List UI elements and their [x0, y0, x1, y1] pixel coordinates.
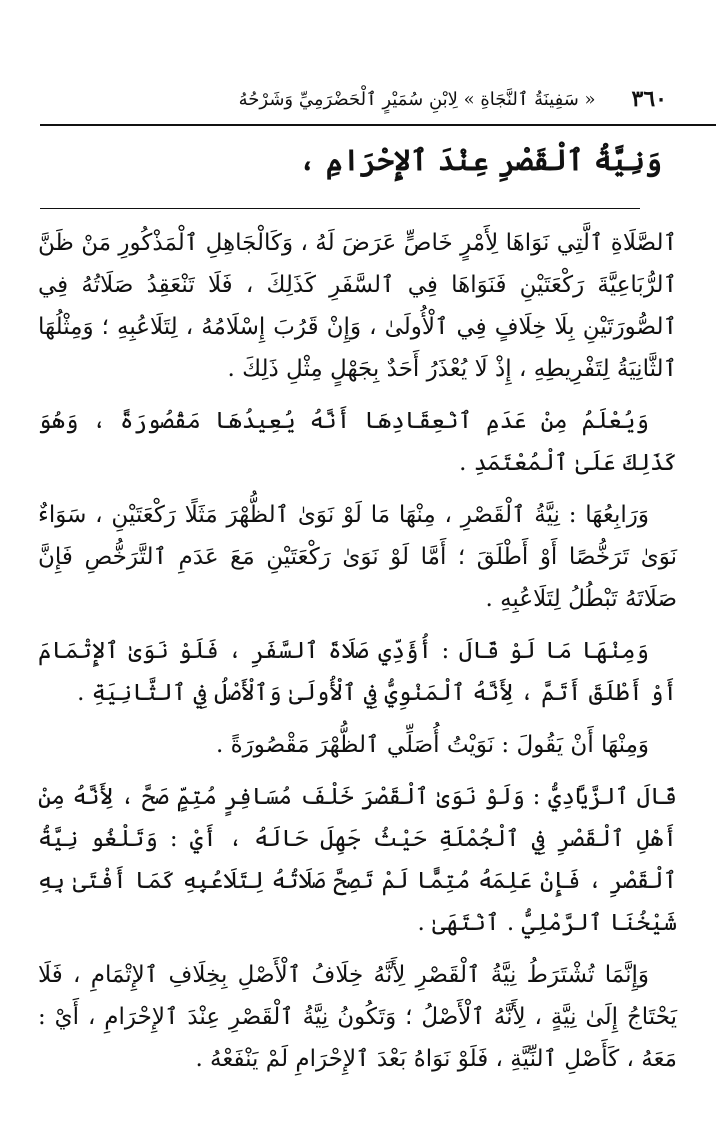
- commentary-body: [38, 222, 677, 1090]
- paragraph: وَمِنْهَا أَنْ يَقُولَ : نَوَيْتُ أُصَلِّي ٱلظُّهْرَ مَقْصُورَةً .: [216, 732, 649, 758]
- paragraph: قَالَ ٱلزَّيَّادِيُّ : وَلَوْ نَوَىٰ ٱلْقَصْرَ خَلْفَ مُسَافِرٍ مُتِمٍّ صَحَّ ، لِأَنَّهُ مِنْ أَهْلِ ٱلْقَصْرِ فِي ٱلْجُمْلَةِ حَيْثُ جَهِلَ حَالَهُ ، أَيْ : وَتَلْغُو نِيَّةُ ٱلْقَصْرِ ، فَإِنْ عَلِمَهُ مُتِمًّا لَمْ تَصِحَّ صَلَاتُهُ لِتَلَاعُبِهِ كَمَا أَفْتَىٰ بِهِ شَيْخُنَا ٱلرَّمْلِيُّ . ٱنْتَهَىٰ .: [38, 784, 677, 936]
- page-number: ٣٦٠: [631, 86, 667, 112]
- paragraph: وَيُعْلَمُ مِنْ عَدَمِ ٱنْعِقَادِهَا أَنَّهُ يُعِيدُهَا مَقْصُورَةً ، وَهُوَ كَذَلِكَ عَلَىٰ ٱلْمُعْتَمَدِ .: [38, 408, 677, 476]
- matn-divider: [40, 208, 640, 209]
- paragraph: وَرَابِعُهَا : نِيَّةُ ٱلْقَصْرِ ، مِنْهَا مَا لَوْ نَوَىٰ ٱلظُّهْرَ مَثَلًا رَكْعَتَيْنِ ، سَوَاءٌ نَوَىٰ تَرَخُّصًا أَوْ أَطْلَقَ ؛ أَمَّا لَوْ نَوَىٰ رَكْعَتَيْنِ مَعَ عَدَمِ ٱلتَّرَخُّصِ فَإِنَّ صَلَاتَهُ تَبْطُلُ لِتَلَاعُبِهِ .: [38, 502, 677, 612]
- matn-text: وَنِيَّةُ ٱلْقَصْرِ عِنْدَ ٱلإِحْرَامِ ،: [298, 143, 662, 177]
- paragraph: ٱلصَّلَاةِ ٱلَّتِي نَوَاهَا لِأَمْرٍ خَاصٍّ عَرَضَ لَهُ ، وَكَالْجَاهِلِ ٱلْمَذْكُورِ مَنْ ظَنَّ ٱلرُّبَاعِيَّةَ رَكْعَتَيْنِ فَنَوَاهَا فِي ٱلسَّفَرِ كَذَلِكَ ، فَلَا تَنْعَقِدُ صَلَاتُهُ فِي ٱلصُّورَتَيْنِ بِلَا خِلَافٍ فِي ٱلْأُولَىٰ ، وَإِنْ قَرُبَ إِسْلَامُهُ ، لِتَلَاعُبِهِ ؛ وَمِثْلُهَا ٱلثَّانِيَةُ لِتَفْرِيطِهِ ، إِذْ لَا يُعْذَرُ أَحَدٌ بِجَهْلٍ مِثْلِ ذَلِكَ .: [38, 230, 677, 382]
- book-title: « سَفِينَةُ ٱلنَّجَاةِ » لِابْنِ سُمَيْرٍ ٱلْحَضْرَمِيِّ وَشَرْحُهُ: [238, 88, 596, 110]
- paragraph: وَإِنَّمَا تُشْتَرَطُ نِيَّةُ ٱلْقَصْرِ لِأَنَّهُ خِلَافُ ٱلْأَصْلِ بِخِلَافِ ٱلإِتْمَامِ ، فَلَا يَحْتَاجُ إِلَىٰ نِيَّةٍ ، لِأَنَّهُ ٱلْأَصْلُ ؛ وَتَكُونُ نِيَّةُ ٱلْقَصْرِ عِنْدَ ٱلإِحْرَامِ ، أَيْ : مَعَهُ ، كَأَصْلِ ٱلنِّيَّةِ ، فَلَوْ نَوَاهُ بَعْدَ ٱلإِحْرَامِ لَمْ يَنْفَعْهُ .: [38, 962, 677, 1072]
- running-header: [150, 82, 667, 116]
- paragraph: وَمِنْهَا مَا لَوْ قَالَ : أُؤَدِّي صَلَاةَ ٱلسَّفَرِ ، فَلَوْ نَوَىٰ ٱلإِتْمَامَ أَوْ أَطْلَقَ أَتَمَّ ، لِأَنَّهُ ٱلْمَنْوِيُّ فِي ٱلْأُولَىٰ وَٱلْأَصْلُ فِي ٱلثَّانِيَةِ .: [38, 638, 677, 706]
- header-rule: [40, 124, 716, 126]
